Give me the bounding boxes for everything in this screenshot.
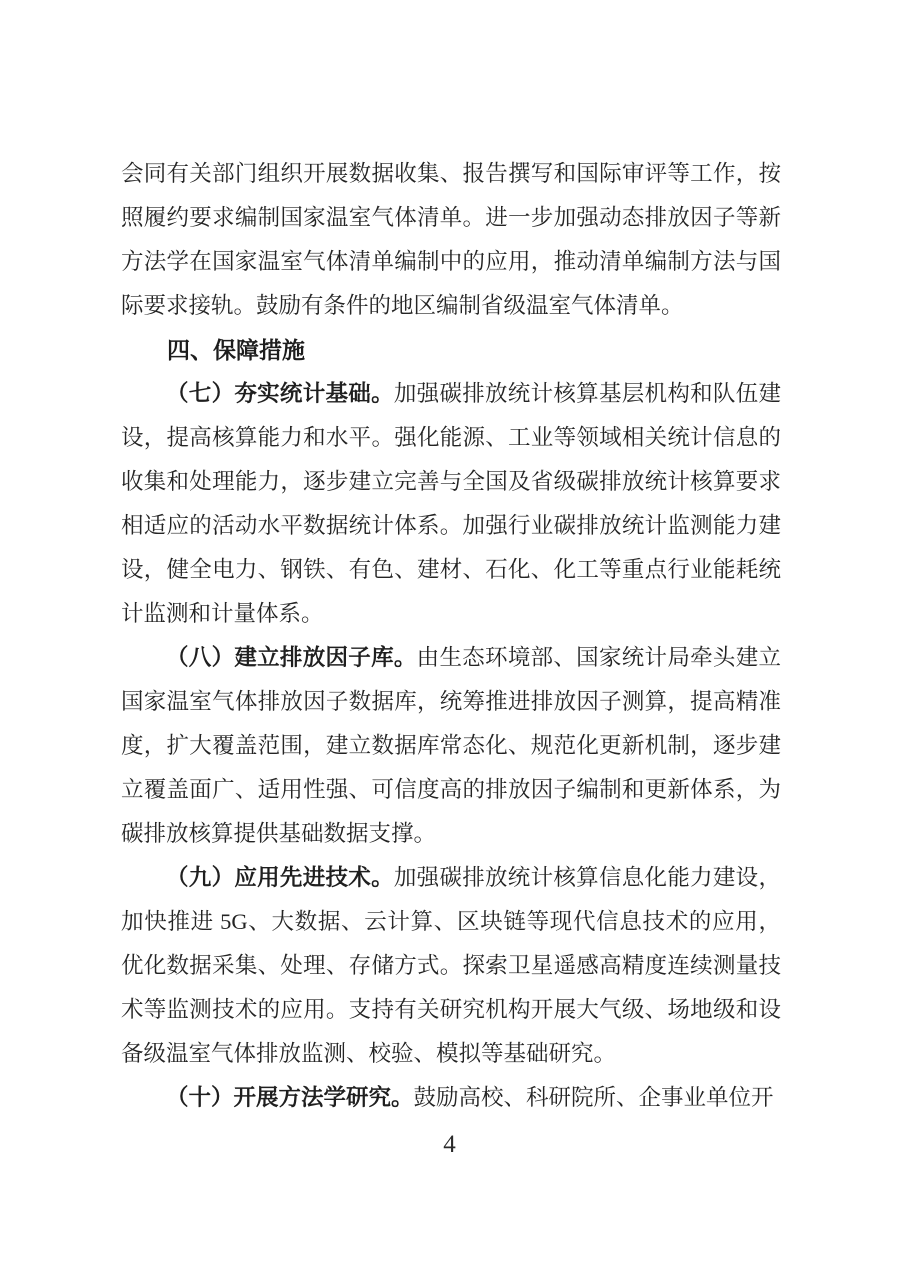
item-9-lead: （九）应用先进技术。 <box>166 865 394 890</box>
page-number: 4 <box>443 1131 456 1158</box>
item-10-body: 鼓励高校、科研院所、企事业单位开 <box>413 1085 774 1110</box>
item-paragraph-9 <box>121 856 781 1076</box>
item-9-body: 加强碳排放统计核算信息化能力建设，加快推进 5G、大数据、云计算、区块链等现代信息技术的应用，优化数据采集、处理、存储方式。探索卫星遥感高精度连续测量技术等监测技术的应用。支持有关研究机构开展大气级、场地级和设备级温室气体排放监测、校验、模拟等基础研究。 <box>121 865 781 1066</box>
item-8-lead: （八）建立排放因子库。 <box>166 645 417 670</box>
intro-paragraph: 会同有关部门组织开展数据收集、报告撰写和国际审评等工作，按照履约要求编制国家温室气体清单。进一步加强动态排放因子等新方法学在国家温室气体清单编制中的应用，推动清单编制方法与国际要求接轨。鼓励有条件的地区编制省级温室气体清单。 <box>121 161 781 318</box>
section-heading: 四、保障措施 <box>167 337 305 363</box>
item-paragraph-7 <box>121 372 781 636</box>
item-7-lead: （七）夯实统计基础。 <box>166 381 394 406</box>
item-paragraph-10 <box>121 1076 781 1120</box>
item-7-body: 加强碳排放统计核算基层机构和队伍建设，提高核算能力和水平。强化能源、工业等领域相关统计信息的收集和处理能力，逐步建立完善与全国及省级碳排放统计核算要求相适应的活动水平数据统计体系。加强行业碳排放统计监测能力建设，健全电力、钢铁、有色、建材、石化、化工等重点行业能耗统计监测和计量体系。 <box>121 381 781 626</box>
item-10-lead: （十）开展方法学研究。 <box>166 1085 414 1110</box>
document-body <box>121 152 781 1120</box>
item-paragraph-8 <box>121 636 781 856</box>
item-8-body: 由生态环境部、国家统计局牵头建立国家温室气体排放因子数据库，统筹推进排放因子测算，提高精准度，扩大覆盖范围，建立数据库常态化、规范化更新机制，逐步建立覆盖面广、适用性强、可信度高的排放因子编制和更新体系，为碳排放核算提供基础数据支撑。 <box>121 645 781 846</box>
